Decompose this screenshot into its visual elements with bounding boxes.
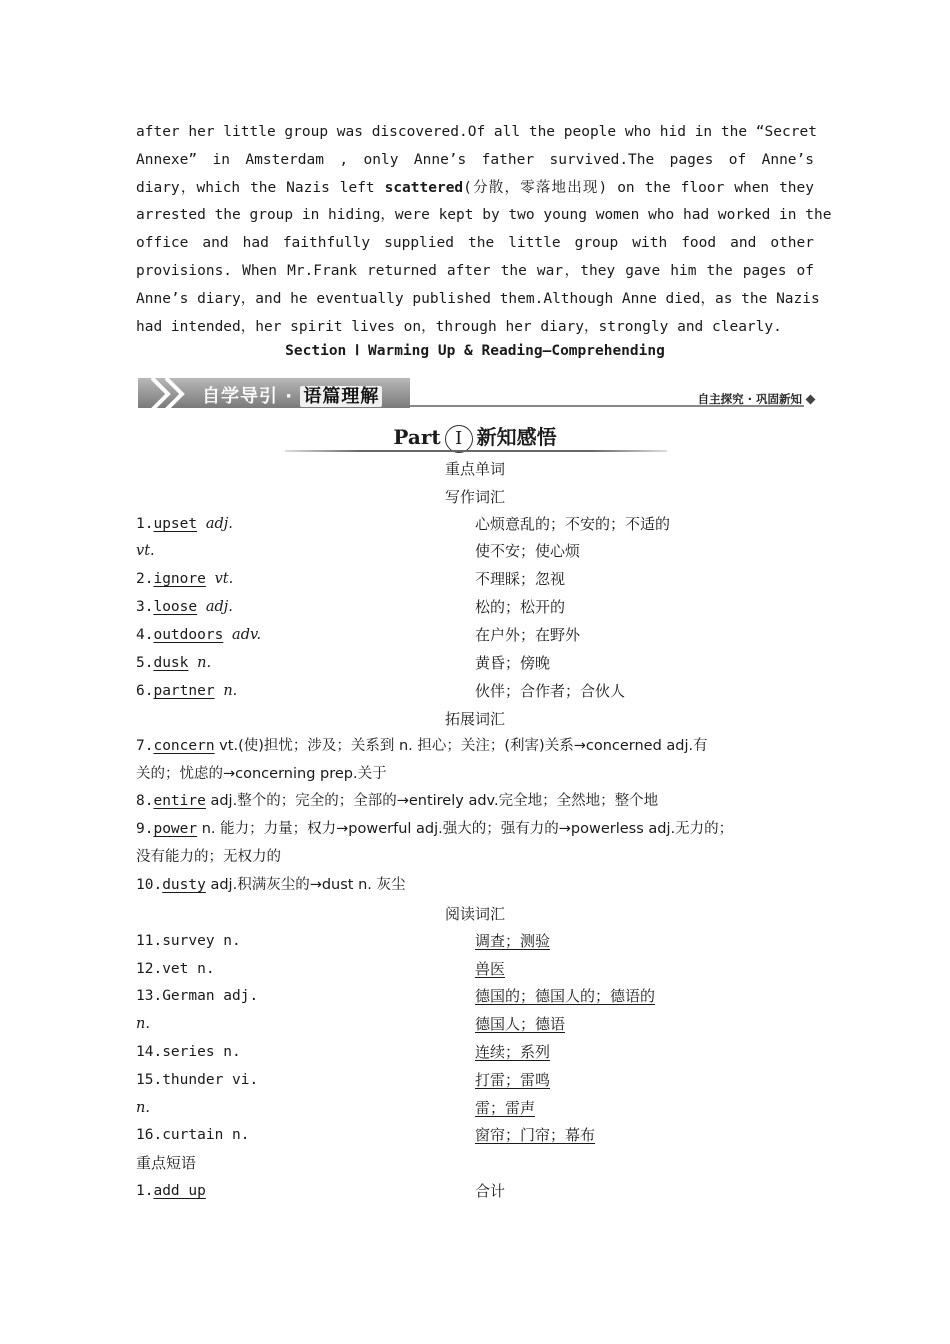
reading-row: 14.series n. 连续；系列 [136,1043,551,1061]
vocab-row: vt. 使不安；使心烦 [136,542,581,560]
passage-line: arrested the group in hiding，were kept by two young women who had worked in the [136,207,832,224]
part-number: Ⅰ [445,425,473,453]
vocab-row: 5.dusk n. 黄昏；傍晚 [136,654,551,672]
keyword-scattered: scattered [384,179,464,196]
passage-line: Anne’s diary，and he eventually published them.Although Anne died，as the Nazis [136,290,820,307]
part-heading: Part Ⅰ 新知感悟 [0,421,950,453]
reading-row: n. 德国人；德语 [136,1015,566,1033]
reading-row: n. 雷；雷声 [136,1099,536,1117]
heading-reading: 阅读词汇 [444,905,505,923]
diamond-icon [806,395,816,405]
vocab-row: 2.ignore vt. 不理睬；忽视 [136,570,566,588]
banner-subtitle: 自主探究 · 巩固新知 [697,392,802,406]
banner-title: 自学导引 · 语篇理解 [202,382,382,408]
reading-row: 13.German adj. 德国的；德国人的；德语的 [136,987,656,1005]
vocab-row: 3.loose adj. 松的；松开的 [136,598,566,616]
extension-entry: 7.concern vt.(使)担忧；涉及；关系到 n. 担心；关注；(利害)关系→concerned adj.有 关的；忧虑的→concerning prep.关于 [136,738,708,782]
extension-entry: 9.power n. 能力；力量；权力→powerful adj.强大的；强有力的→powerless adj.无力的； 没有能力的；无权力的 [136,821,734,865]
heading-phrases: 重点短语 [136,1154,197,1172]
passage-line: after her little group was discovered.Of all the people who hid in the “Secret [136,124,817,140]
heading-extension: 拓展词汇 [444,710,505,728]
reading-row: 12.vet n. 兽医 [136,960,506,978]
reading-row: 15.thunder vi. 打雷；雷鸣 [136,1071,551,1089]
vocab-row: 1.upset adj. 心烦意乱的；不安的；不适的 [136,515,671,533]
extension-entry: 10.dusty adj.积满灰尘的→dust n. 灰尘 [136,877,406,893]
phrase-row: 1.add up 合计 [136,1182,506,1200]
passage-line: had intended，her spirit lives on，through her diary，strongly and clearly. [136,318,782,335]
passage-paragraph [136,119,832,341]
chevron-icon [138,375,198,413]
passage-line: diary，which the Nazis left scattered(分散，零落地出现) on the floor when they [136,179,814,196]
passage-line: Annexe” in Amsterdam , only Anne’s father survived.The pages of Anne’s [136,151,814,168]
vocab-row: 6.partner n. 伙伴；合作者；合伙人 [136,682,626,700]
reading-row: 11.survey n. 调查；测验 [136,932,551,950]
heading-writing: 写作词汇 [444,488,505,506]
heading-key-words: 重点单词 [444,460,505,478]
extension-entry: 8.entire adj.整个的；完全的；全部的→entirely adv.完全地；全然地；整个地 [136,793,659,809]
reading-row: 16.curtain n. 窗帘；门帘；幕布 [136,1126,596,1144]
passage-line: office and had faithfully supplied the little group with food and other [136,235,814,252]
vocab-row: 4.outdoors adv. 在户外；在野外 [136,626,581,644]
section-banner [138,375,814,413]
passage-line: provisions. When Mr.Frank returned after the war，they gave him the pages of [136,262,814,279]
part-divider [285,450,667,452]
section-title: Section Ⅰ Warming Up & Reading—Comprehending [285,343,665,359]
